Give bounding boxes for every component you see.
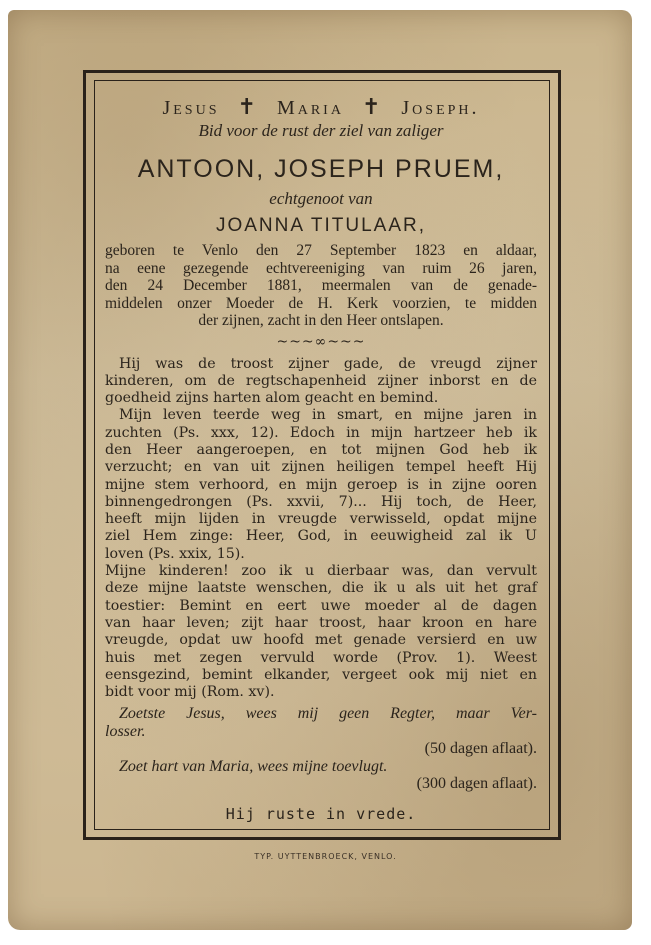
text-line: vreugde, opdat uw hoofd met genade versierd en uw — [105, 632, 537, 649]
text-line: deze mijne laatste wenschen, die ik u als uit het graf — [105, 580, 537, 597]
cross-icon: ✝ — [361, 94, 384, 119]
header-jesus: Jesus — [162, 97, 220, 119]
card-content — [105, 92, 537, 823]
header-names — [105, 94, 537, 120]
indulgence-note: (300 dagen aflaat). — [416, 775, 537, 793]
prayer-line: Zoet hart van Maria, wees mijne toevlugt. — [119, 757, 388, 775]
text-line: ziel Hem zinge: Heer, God, in eeuwigheid zal ik U — [105, 528, 537, 545]
text-line: van haar leven; zijt haar troost, haar kroon en hare — [105, 614, 537, 631]
spouse-name: JOANNA TITULAAR, — [215, 215, 427, 236]
text-line: eensgezind, bemint elkander, vergeet ook mij niet en — [105, 666, 537, 683]
bio-line: middelen onzer Moeder de H. Kerk voorzien, te midden — [105, 294, 537, 312]
bio-line: geboren te Venlo den 27 September 1823 en aldaar, — [105, 242, 537, 259]
text-line: Hij was de troost zijner gade, de vreugd zijner — [119, 355, 537, 372]
text-line: binnengedrongen (Ps. xxvii, 7)... Hij toch, de Heer, — [105, 493, 537, 510]
text-line: loven (Ps. xxix, 15). — [105, 545, 245, 562]
prayer-line: Zoetste Jesus, wees mij geen Regter, maar Ver- — [119, 705, 537, 723]
text-line: bidt voor mij (Rom. xv). — [105, 684, 275, 701]
biography — [105, 242, 537, 330]
text-line: mijne stem verhoord, en mijn geroep is in zijne ooren — [105, 476, 537, 493]
spouse-intro: echtgenoot van — [269, 189, 373, 208]
text-line: Mijn leven teerde weg in smart, en mijne jaren in — [119, 407, 537, 424]
text-line: verzucht; en van uit zijnen heiligen tempel heeft Hij — [105, 459, 537, 476]
text-line: den Heer aangeroepen, en tot mijnen God heb ik — [105, 441, 537, 458]
indulgence-prayers — [105, 705, 537, 793]
text-line: goedheid zijns harten alom geacht en bemind. — [105, 390, 439, 407]
text-line: huis met zegen vervuld worde (Prov. 1). Weest — [105, 649, 537, 666]
header-joseph: Joseph. — [401, 97, 480, 119]
bio-line: der zijnen, zacht in den Heer ontslapen. — [198, 312, 444, 329]
ornament-divider: ~~~∞~~~ — [276, 333, 366, 350]
cross-icon: ✝ — [237, 94, 259, 119]
deceased-name: ANTOON, JOSEPH PRUEM, — [137, 155, 505, 183]
text-line: heeft mijn lijden in vreugde verwisseld, opdat mijne — [105, 511, 537, 528]
prayer-line: losser. — [105, 722, 146, 740]
printer-credit: TYP. UYTTENBROECK, VENLO. — [254, 852, 397, 861]
indulgence-note: (50 dagen aflaat). — [424, 740, 537, 758]
bio-line: den 24 December 1881, meermalen van de genade- — [105, 277, 537, 294]
text-line: toestier: Bemint en eert uwe moeder al de dagen — [105, 597, 537, 614]
intro-line: Bid voor de rust der ziel van zaliger — [198, 121, 444, 140]
header-maria: Maria — [276, 97, 344, 119]
bio-line: na eene gezegende echtvereeniging van ruim 26 jaren, — [105, 259, 537, 277]
text-line: kinderen, om de regtschapenheid zijner inborst en de — [105, 372, 537, 389]
text-line: zuchten (Ps. xxx, 12). Edoch in mijn hartzeer heb ik — [105, 424, 537, 441]
closing-line: Hij ruste in vrede. — [225, 804, 417, 823]
memorial-text — [105, 356, 537, 702]
text-line: Mijne kinderen! zoo ik u dierbaar was, dan vervult — [105, 563, 537, 580]
